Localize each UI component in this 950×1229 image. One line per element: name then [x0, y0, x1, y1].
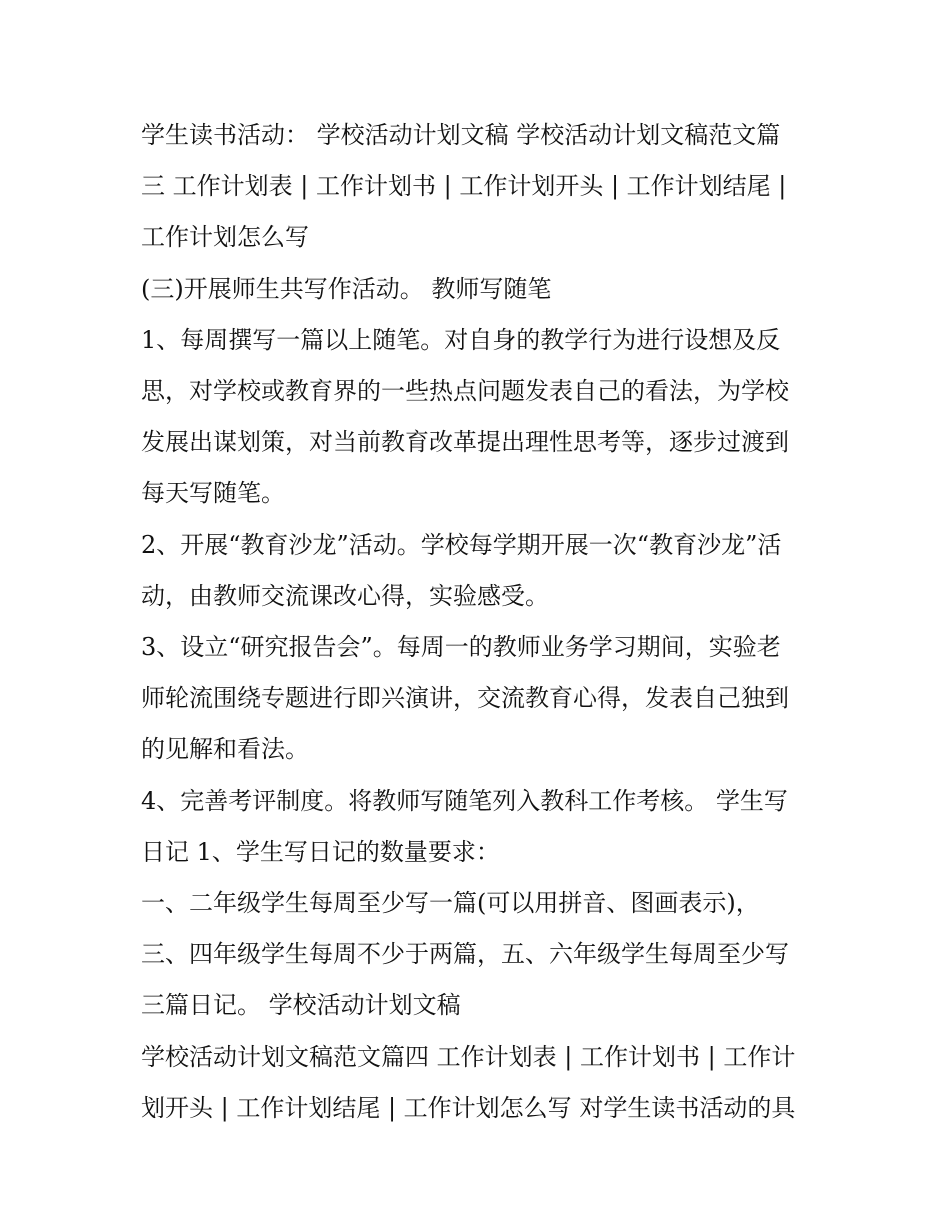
text-line: 学校活动计划文稿范文篇四 工作计划表 | 工作计划书 | 工作计 — [141, 1042, 796, 1071]
text-line: 师轮流围绕专题进行即兴演讲，交流教育心得，发表自己独到 — [141, 684, 789, 713]
text-line: 工作计划怎么写 — [141, 223, 309, 252]
text-line: 2、开展“教育沙龙”活动。学校每学期开展一次“教育沙龙”活 — [141, 530, 782, 559]
text-line: 三、四年级学生每周不少于两篇，五、六年级学生每周至少写 — [141, 940, 789, 969]
text-line: 三 工作计划表 | 工作计划书 | 工作计划开头 | 工作计划结尾 | — [141, 172, 787, 201]
text-line: 学生读书活动： 学校活动计划文稿 学校活动计划文稿范文篇 — [141, 121, 781, 149]
text-line: 三篇日记。 学校活动计划文稿 — [141, 991, 461, 1020]
text-line: 思，对学校或教育界的一些热点问题发表自己的看法，为学校 — [141, 377, 789, 406]
text-line: 的见解和看法。 — [141, 735, 309, 764]
document-body — [141, 110, 821, 1134]
text-line: 动，由教师交流课改心得，实验感受。 — [141, 581, 549, 610]
text-line: 4、完善考评制度。将教师写随笔列入教科工作考核。 学生写 — [141, 786, 788, 815]
text-line: 3、设立“研究报告会”。每周一的教师业务学习期间，实验老 — [141, 633, 781, 662]
text-line: 划开头 | 工作计划结尾 | 工作计划怎么写 对学生读书活动的具 — [141, 1093, 796, 1122]
text-line: 1、每周撰写一篇以上随笔。对自身的教学行为进行设想及反 — [141, 325, 781, 354]
text-line: 日记 1、学生写日记的数量要求： — [141, 837, 500, 866]
text-line: 发展出谋划策，对当前教育改革提出理性思考等，逐步过渡到 — [141, 428, 789, 457]
text-line: (三)开展师生共写作活动。 教师写随笔 — [141, 274, 552, 303]
text-line: 每天写随笔。 — [141, 479, 285, 508]
text-line: 一、二年级学生每周至少写一篇(可以用拼音、图画表示)， — [141, 889, 760, 918]
